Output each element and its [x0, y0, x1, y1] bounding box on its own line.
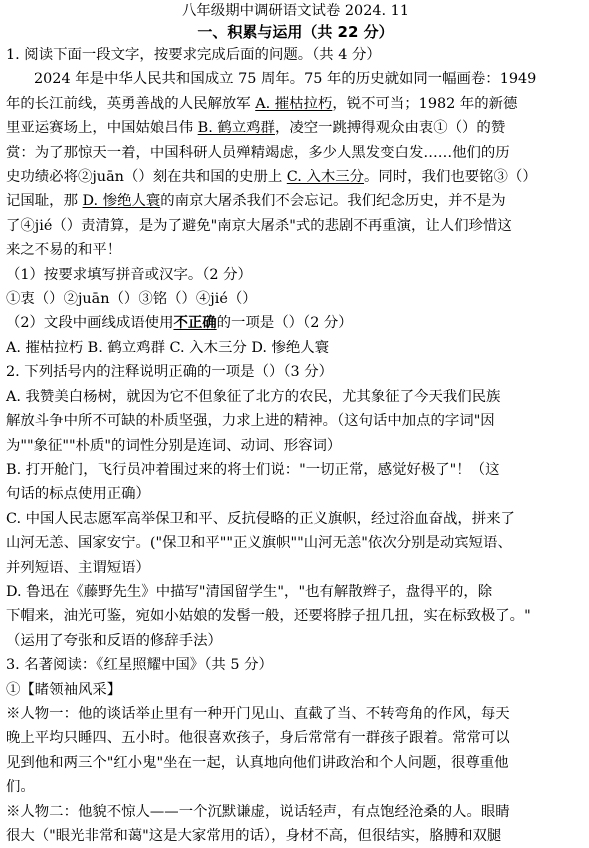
- emphasis-text: 不正确: [173, 314, 217, 332]
- idiom-c: C. 入木三分: [286, 169, 365, 186]
- passage-line: 赏：为了那惊天一着，中国科研人员殚精竭虑，多少人黑发变白发……他们的历: [6, 144, 510, 161]
- passage-line: 里亚运赛场上，中国姑娘吕伟 B. 鹤立鸡群，凌空一跳搏得观众由衷①（）的赞: [6, 120, 506, 137]
- sub-question-1-prompt: （1）按要求填写拼音或汉字。（2 分）: [6, 266, 252, 283]
- option-d-line: （运用了夸张和反语的修辞手法）: [6, 632, 222, 649]
- option-a-line: 为""象征""朴质"的词性分别是连词、动词、形容词）: [6, 437, 342, 454]
- option-a-line: 解放斗争中所不可缺的朴质坚强，力求上进的精神。（这句话中加点的字词"因: [6, 413, 495, 430]
- person-2-line: 很大（"眼光非常和蔼"这是大家常用的话），身材不高，但很结实，胳膊和双腿: [6, 828, 502, 844]
- idiom-a: A. 摧枯拉朽: [255, 95, 333, 112]
- section-heading: 一、积累与运用（共 22 分）: [197, 23, 394, 41]
- idiom-d: D. 惨绝人寰: [82, 193, 161, 210]
- person-2-line: ※人物二：他貌不惊人——一个沉默谦虚，说话轻声，有点饱经沧桑的人。眼睛: [6, 803, 510, 820]
- passage-line: 来之不易的和平！: [6, 242, 122, 259]
- person-1-line: ※人物一：他的谈话举止里有一种开门见山、直截了当、不转弯角的作风，每天: [6, 705, 510, 722]
- person-1-line: 晚上平均只睡四、五小时。他很喜欢孩子，身后常常有一群孩子跟着。常常可以: [6, 730, 510, 747]
- option-c-line: 山河无恙、国家安宁。("保卫和平""正义旗帜""山河无恙"依次分别是动宾短语、: [6, 535, 512, 552]
- option-d-line: 下帽来，油光可鉴，宛如小姑娘的发髻一般，还要将脖子扭几扭，实在标致极了。": [6, 608, 531, 625]
- sub-question-2-options[interactable]: A. 摧枯拉朽 B. 鹤立鸡群 C. 入木三分 D. 惨绝人寰: [6, 339, 330, 356]
- passage-line: 2024 年是中华人民共和国成立 75 周年。75 年的历史就如同一幅画卷：1949: [34, 71, 537, 88]
- option-a-line[interactable]: A. 我赞美白杨树，就因为它不但象征了北方的农民，尤其象征了今天我们民族: [6, 388, 501, 405]
- passage-line: 了④jié（）责清算，是为了避免"南京大屠杀"式的悲剧不再重演，让人们珍惜这: [6, 217, 512, 234]
- sub-question-2-prompt: （2）文段中画线成语使用不正确的一项是（）（2 分）: [6, 314, 353, 332]
- option-c-line[interactable]: C. 中国人民志愿军高举保卫和平、反抗侵略的正义旗帜，经过浴血奋战，拼来了: [6, 510, 515, 527]
- option-b-line[interactable]: B. 打开舱门，飞行员冲着围过来的将士们说："一切正常，感觉好极了"！（这: [6, 461, 500, 478]
- question-1-heading: 1. 阅读下面一段文字，按要求完成后面的问题。（共 4 分）: [6, 47, 381, 63]
- idiom-b: B. 鹤立鸡群: [197, 120, 275, 137]
- question-3-heading: 3. 名著阅读：《红星照耀中国》（共 5 分）: [6, 657, 273, 674]
- option-d-line[interactable]: D. 鲁迅在《藤野先生》中描写"清国留学生"，"也有解散辫子，盘得平的，除: [6, 583, 493, 600]
- sub-heading: ①【睹领袖风采】: [6, 681, 122, 698]
- option-c-line: 并列短语、主谓短语）: [6, 559, 150, 576]
- passage-line: 史功绩必将②juān（）刻在共和国的史册上 C. 入木三分。同时，我们也要铭③（）: [6, 169, 537, 186]
- option-b-line: 句话的标点使用正确）: [6, 486, 150, 503]
- exam-title: 八年级期中调研语文试卷 2024. 11: [182, 3, 409, 19]
- passage-line: 记国耻，那 D. 惨绝人寰的南京大屠杀我们不会忘记。我们纪念历史，并不是为: [6, 193, 506, 210]
- person-1-line: 见到他和两三个"红小鬼"坐在一起，认真地向他们讲政治和个人问题，很尊重他: [6, 754, 509, 771]
- sub-question-1-blanks[interactable]: ①衷（）②juān（）③铭（）④jié（）: [6, 291, 257, 308]
- exam-page: [0, 1, 589, 844]
- person-1-line: 们。: [6, 779, 35, 796]
- question-2-heading: 2. 下列括号内的注释说明正确的一项是（）（3 分）: [6, 364, 334, 381]
- passage-line: 年的长江前线，英勇善战的人民解放军 A. 摧枯拉朽，锐不可当；1982 年的新德: [6, 95, 518, 112]
